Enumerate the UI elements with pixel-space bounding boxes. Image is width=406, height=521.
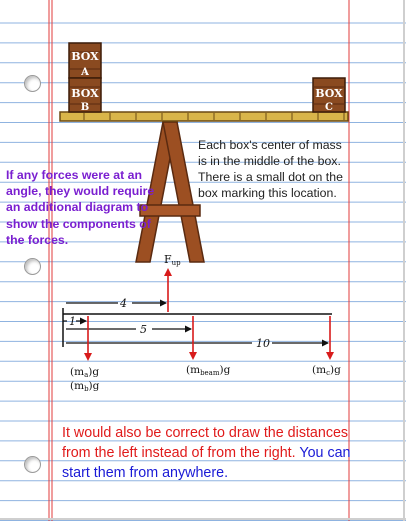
distances-note [62, 423, 377, 483]
box-a-label-line1: BOX [71, 50, 99, 63]
weight-b-label: (mb)g [70, 380, 100, 393]
box-b-label-line1: BOX [71, 87, 99, 100]
force-up-label: Fup [164, 253, 181, 267]
distances-note-blue: You can start them from anywhere. [62, 445, 351, 481]
center-of-mass-note: Each box's center of mass is in the middle of the box. There is a small dot on the box marking this location. [198, 138, 343, 200]
distances-note-red: It would also be correct to draw the distances from the left instead of from the right. [62, 425, 349, 461]
box-a-label-line2: A [81, 67, 89, 78]
weight-a-label: (ma)g [70, 366, 100, 379]
weight-beam-label: (mbeam)g [186, 364, 231, 377]
box-c-label-line2: C [325, 102, 333, 113]
distance-4-label: 4 [120, 297, 127, 310]
distance-10-label: 10 [256, 337, 270, 350]
angled-forces-note: If any forces were at an angle, they would require an additional diagram to show the components of the forces. [6, 168, 155, 247]
distance-5-label: 5 [140, 323, 147, 336]
distance-1-label: 1 [69, 315, 76, 328]
box-c-label-line1: BOX [315, 87, 343, 100]
box-b-label-line2: B [80, 102, 90, 113]
weight-c-label: (mc)g [312, 364, 341, 377]
